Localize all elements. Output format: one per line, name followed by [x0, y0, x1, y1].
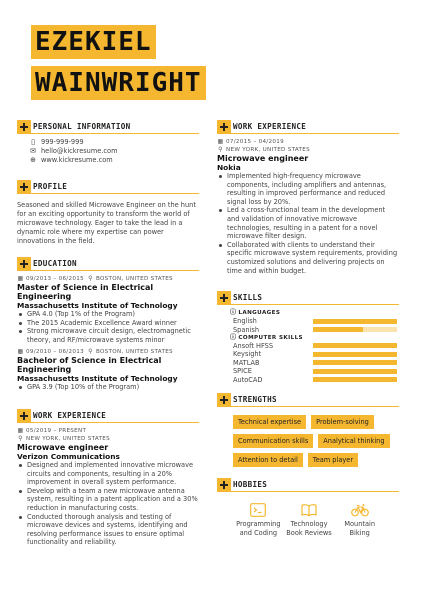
work-role: Microwave engineer [17, 443, 109, 452]
skill-row [217, 367, 399, 375]
hobbies-list [217, 502, 399, 538]
edu-meta [17, 275, 199, 283]
plus-icon [17, 180, 31, 194]
work-bullet: Collaborated with clients to understand their specific microwave system requirements, providing customized solutions and delivering projects on time and within budget. [217, 241, 399, 275]
calendar-icon: ▦ [17, 427, 24, 434]
skill-level-bar [313, 369, 397, 374]
edu-bullet: Strong microwave circuit design, electromagnetic theory, and RF/microwave systems minor [17, 327, 199, 344]
work-right-section [217, 120, 399, 275]
work-bullet: Conducted thorough analysis and testing of microwave devices and systems, identifying and resolving performance issues to ensure optimal functionality and reliability. [17, 513, 199, 547]
edu-dates: 09/2013 – 06/2015 [26, 276, 84, 282]
calendar-icon: ▦ [17, 275, 24, 282]
edu-location: BOSTON, UNITED STATES [95, 349, 173, 356]
web-row[interactable] [17, 156, 199, 165]
computer-label: COMPUTER SKILLS [238, 334, 303, 341]
skill-name: Ansoft HFSS [233, 341, 274, 350]
section-title: PERSONAL INFORMATION [33, 122, 131, 131]
skill-name: AutoCAD [233, 375, 263, 384]
skill-name: MATLAB [233, 358, 260, 367]
strength-tag: Team player [308, 453, 358, 467]
edu-bullet: GPA 3.9 (Top 10% of the Program) [17, 383, 199, 392]
section-title: STRENGTHS [233, 395, 277, 404]
edu-meta [17, 348, 199, 356]
section-header [217, 291, 399, 305]
work-location-row [17, 435, 199, 443]
education-item [17, 275, 199, 344]
education-item [17, 348, 199, 392]
plus-icon [17, 257, 31, 271]
edu-school: Massachusetts Institute of Technology [17, 374, 178, 384]
strength-tag: Technical expertise [233, 415, 306, 429]
hobby-label: Technology [290, 520, 328, 528]
mail-icon: ✉ [30, 147, 36, 155]
calendar-icon: ▦ [17, 348, 24, 356]
work-dates-row [17, 427, 199, 435]
section-title: HOBBIES [233, 480, 268, 489]
skill-level-bar [313, 377, 397, 382]
strength-tag: Analytical thinking [318, 434, 389, 448]
work-role: Microwave engineer [217, 154, 309, 163]
section-header [17, 409, 199, 423]
languages-label: LANGUAGES [238, 310, 281, 316]
phone-text: 999-999-999 [41, 138, 84, 146]
name-last-block [31, 66, 206, 100]
bicycle-icon [334, 502, 385, 518]
section-title: PROFILE [33, 182, 68, 191]
name-first: EZEKIEL [31, 25, 156, 59]
hobby-item [334, 502, 385, 538]
section-title: SKILLS [233, 293, 263, 302]
strength-tag: Communication skills [233, 434, 313, 448]
skill-level-bar [313, 327, 397, 332]
location-pin-icon: ⚲ [88, 348, 93, 356]
skill-level-fill [313, 327, 363, 332]
edu-degree-cont: Engineering [17, 365, 72, 375]
computer-subheader [217, 334, 399, 342]
edu-bullet: The 2015 Academic Excellence Award winner [17, 319, 199, 328]
work-location: NEW YORK, UNITED STATES [26, 436, 110, 442]
work-bullets [217, 172, 399, 275]
work-bullets [17, 461, 199, 547]
work-bullet: Designed and implemented innovative microwave circuits and components, resulting in a 20% improvement in overall system performance. [17, 461, 199, 487]
edu-degree-cont: Engineering [17, 292, 72, 301]
section-header [217, 393, 399, 407]
work-location: NEW YORK, UNITED STATES [226, 147, 310, 153]
hobby-label-cont: and Coding [239, 529, 278, 537]
skill-level-fill [313, 360, 397, 365]
skill-level-bar [313, 319, 397, 324]
name-first-block [31, 25, 156, 59]
location-pin-icon: ⚲ [88, 275, 93, 282]
skill-name: English [233, 317, 257, 326]
skill-level-bar [313, 352, 397, 357]
strength-tag: Attention to detail [233, 453, 303, 467]
skill-row [217, 375, 399, 383]
edu-bullets [17, 310, 199, 344]
work-bullet: Develop with a team a new microwave antenna system, resulting in a patent application and a 30% reduction in manufacturing costs. [17, 487, 199, 513]
skill-level-bar [313, 343, 397, 348]
globe-icon: ⊕ [30, 156, 36, 164]
web-text[interactable]: www.kickresume.com [41, 156, 113, 164]
skill-row [217, 317, 399, 325]
email-text[interactable]: hello@kickresume.com [41, 147, 118, 155]
edu-bullet: GPA 4.0 (Top 1% of the Program) [17, 310, 199, 319]
plus-icon [17, 409, 31, 423]
terminal-icon [233, 502, 284, 518]
section-title: WORK EXPERIENCE [233, 122, 307, 131]
work-dates: 05/2019 – PRESENT [26, 428, 87, 434]
work-company: Verizon Communications [17, 452, 120, 461]
hobby-label: Mountain [344, 520, 376, 528]
languages-list [217, 317, 399, 334]
work-company: Nokia [217, 163, 241, 172]
hobby-item [284, 502, 335, 538]
work-dates-row [217, 138, 399, 146]
hobby-label-cont: Biking [349, 529, 370, 537]
profile-section [17, 180, 199, 246]
skills-section [217, 291, 399, 384]
section-title: EDUCATION [33, 259, 77, 268]
edu-school: Massachusetts Institute of Technology [17, 301, 178, 310]
skill-level-fill [313, 369, 397, 374]
info-icon: ⓘ [230, 333, 237, 341]
hobbies-section [217, 478, 399, 538]
section-header [17, 180, 199, 194]
languages-subheader [217, 309, 399, 317]
plus-icon [217, 478, 231, 492]
section-header [217, 120, 399, 134]
name-last: WAINWRIGHT [31, 66, 206, 100]
skill-level-fill [313, 343, 397, 348]
skill-name: SPICE [233, 367, 252, 376]
hobby-item [233, 502, 284, 538]
book-icon [284, 502, 335, 518]
edu-dates: 09/2010 – 06/2013 [26, 349, 84, 356]
plus-icon [217, 120, 231, 134]
strengths-section [217, 393, 399, 467]
strengths-tags [217, 415, 397, 467]
profile-text: Seasoned and skilled Microwave Engineer on the hunt for an exciting opportunity to transform the world of microwave technology. Eager to take the lead in a dynamic role where my expertise can power innovations in the field. [17, 201, 196, 245]
section-header [17, 257, 199, 271]
hobby-label-cont: Book Reviews [286, 529, 332, 537]
info-icon: ⓘ [230, 309, 237, 316]
work-bullet: Led a cross-functional team in the development and validation of innovative microwave technologies, resulting in a patent for a novel microwave filter design. [217, 206, 399, 240]
skill-row [217, 350, 399, 358]
hobby-label: Programming [236, 520, 281, 528]
computer-skills-list [217, 342, 399, 384]
plus-icon [217, 393, 231, 407]
edu-bullets [17, 383, 199, 392]
work-left-section [17, 409, 199, 547]
plus-icon [217, 291, 231, 305]
skill-row [217, 359, 399, 367]
phone-icon: ▯ [31, 138, 35, 146]
education-section [17, 257, 199, 392]
skill-name: Keysight [233, 350, 262, 359]
skill-level-fill [313, 352, 397, 357]
work-location-row [217, 146, 399, 154]
email-row[interactable] [17, 147, 199, 156]
edu-degree: Master of Science in Electrical [17, 283, 154, 292]
work-bullet: Implemented high-frequency microwave components, including amplifiers and antennas, resulting in improved performance and reduced signal loss by 20%. [217, 172, 399, 206]
phone-row [17, 138, 199, 147]
section-header [217, 478, 399, 492]
skill-name: Spanish [233, 325, 260, 334]
location-pin-icon: ⚲ [218, 146, 223, 153]
personal-section [17, 120, 199, 165]
section-title: WORK EXPERIENCE [33, 411, 107, 420]
calendar-icon: ▦ [217, 138, 224, 145]
skill-row [217, 342, 399, 350]
skill-level-bar [313, 360, 397, 365]
edu-degree: Bachelor of Science in Electrical [17, 356, 162, 366]
plus-icon [17, 120, 31, 134]
skill-level-fill [313, 377, 397, 382]
section-header [17, 120, 199, 134]
skill-row [217, 325, 399, 333]
skill-level-fill [313, 319, 397, 324]
edu-location: BOSTON, UNITED STATES [95, 276, 173, 282]
location-pin-icon: ⚲ [18, 435, 23, 442]
work-dates: 07/2015 – 04/2019 [226, 139, 284, 145]
strength-tag: Problem-solving [311, 415, 374, 429]
